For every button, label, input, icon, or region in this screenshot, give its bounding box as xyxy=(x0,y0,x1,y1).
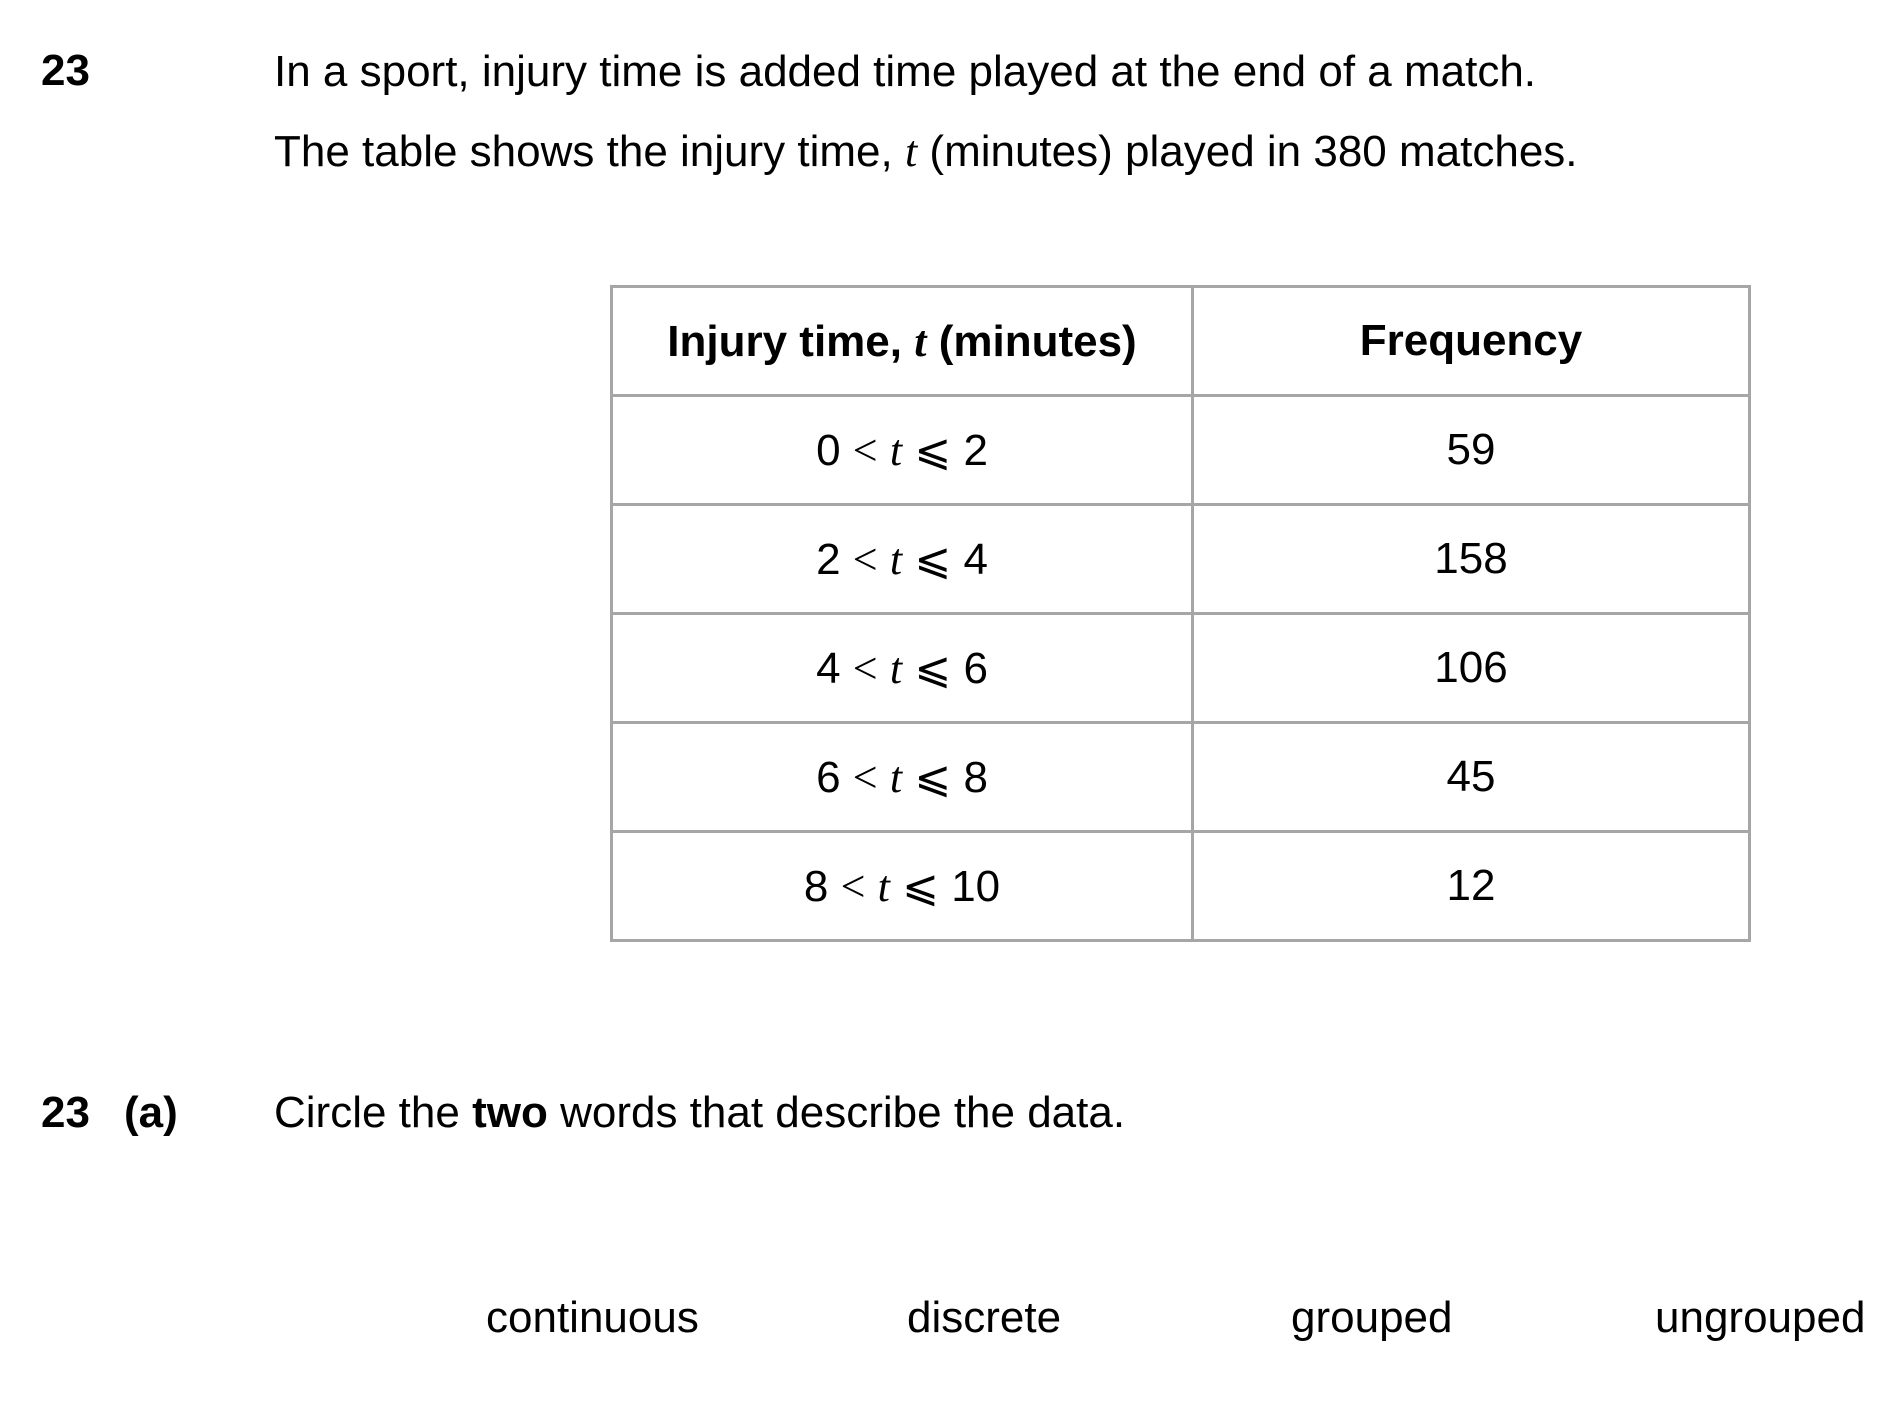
interval-cell xyxy=(612,505,1193,614)
option-continuous[interactable]: continuous xyxy=(486,1293,699,1342)
interval-lower: 2 xyxy=(816,534,841,584)
less-than-symbol: < xyxy=(852,643,878,693)
header-frequency: Frequency xyxy=(1193,287,1750,396)
less-equal-symbol: ⩽ xyxy=(902,861,939,911)
interval-variable: t xyxy=(889,534,903,584)
frequency-cell: 106 xyxy=(1193,614,1750,723)
less-equal-symbol: ⩽ xyxy=(914,425,952,475)
option-discrete[interactable]: discrete xyxy=(907,1293,1062,1342)
part-a-text-bold: two xyxy=(472,1088,548,1137)
interval-lower: 6 xyxy=(816,752,841,802)
table-row xyxy=(612,396,1750,505)
part-a-number: 23 xyxy=(41,1088,90,1137)
interval-cell xyxy=(612,614,1193,723)
interval-lower: 0 xyxy=(816,425,841,475)
part-a-question xyxy=(274,1088,1125,1138)
part-a-text-before: Circle the xyxy=(274,1088,473,1137)
less-than-symbol: < xyxy=(852,425,878,475)
interval-upper: 4 xyxy=(963,534,988,584)
option-grouped[interactable]: grouped xyxy=(1291,1293,1453,1342)
interval-upper: 6 xyxy=(963,643,988,693)
interval-upper: 2 xyxy=(963,425,988,475)
frequency-cell: 12 xyxy=(1193,832,1750,941)
frequency-cell: 59 xyxy=(1193,396,1750,505)
frequency-cell: 158 xyxy=(1193,505,1750,614)
question-number: 23 xyxy=(41,46,90,95)
header-variable: t xyxy=(914,316,927,366)
table-intro-variable: t xyxy=(904,127,918,176)
interval-upper: 10 xyxy=(951,861,1001,911)
interval-variable: t xyxy=(877,861,890,911)
table-header-row xyxy=(612,287,1750,396)
header-injury-time-before: Injury time, xyxy=(667,316,915,366)
frequency-cell: 45 xyxy=(1193,723,1750,832)
header-injury-time xyxy=(612,287,1193,396)
interval-lower: 4 xyxy=(816,643,841,693)
table-row xyxy=(612,832,1750,941)
less-equal-symbol: ⩽ xyxy=(914,643,952,693)
table-intro-after: (minutes) played in 380 matches. xyxy=(917,127,1578,176)
option-ungrouped[interactable]: ungrouped xyxy=(1655,1293,1866,1342)
part-a-label xyxy=(41,1088,178,1138)
interval-variable: t xyxy=(889,752,903,802)
part-a-letter: (a) xyxy=(123,1088,178,1137)
header-injury-time-after: (minutes) xyxy=(926,316,1137,366)
table-row xyxy=(612,614,1750,723)
table-row xyxy=(612,723,1750,832)
less-than-symbol: < xyxy=(840,861,866,911)
less-equal-symbol: ⩽ xyxy=(914,752,952,802)
table-intro-before: The table shows the injury time, xyxy=(274,127,905,176)
interval-variable: t xyxy=(889,425,903,475)
table-row xyxy=(612,505,1750,614)
interval-variable: t xyxy=(889,643,903,693)
question-intro: In a sport, injury time is added time played at the end of a match. xyxy=(274,47,1537,96)
part-a-text-after: words that describe the data. xyxy=(547,1088,1126,1137)
interval-cell xyxy=(612,832,1193,941)
interval-upper: 8 xyxy=(963,752,988,802)
less-than-symbol: < xyxy=(852,534,878,584)
interval-cell xyxy=(612,723,1193,832)
frequency-table xyxy=(610,285,1751,942)
less-than-symbol: < xyxy=(852,752,878,802)
interval-lower: 8 xyxy=(803,861,829,911)
table-intro xyxy=(274,126,1578,178)
interval-cell xyxy=(612,396,1193,505)
less-equal-symbol: ⩽ xyxy=(914,534,952,584)
